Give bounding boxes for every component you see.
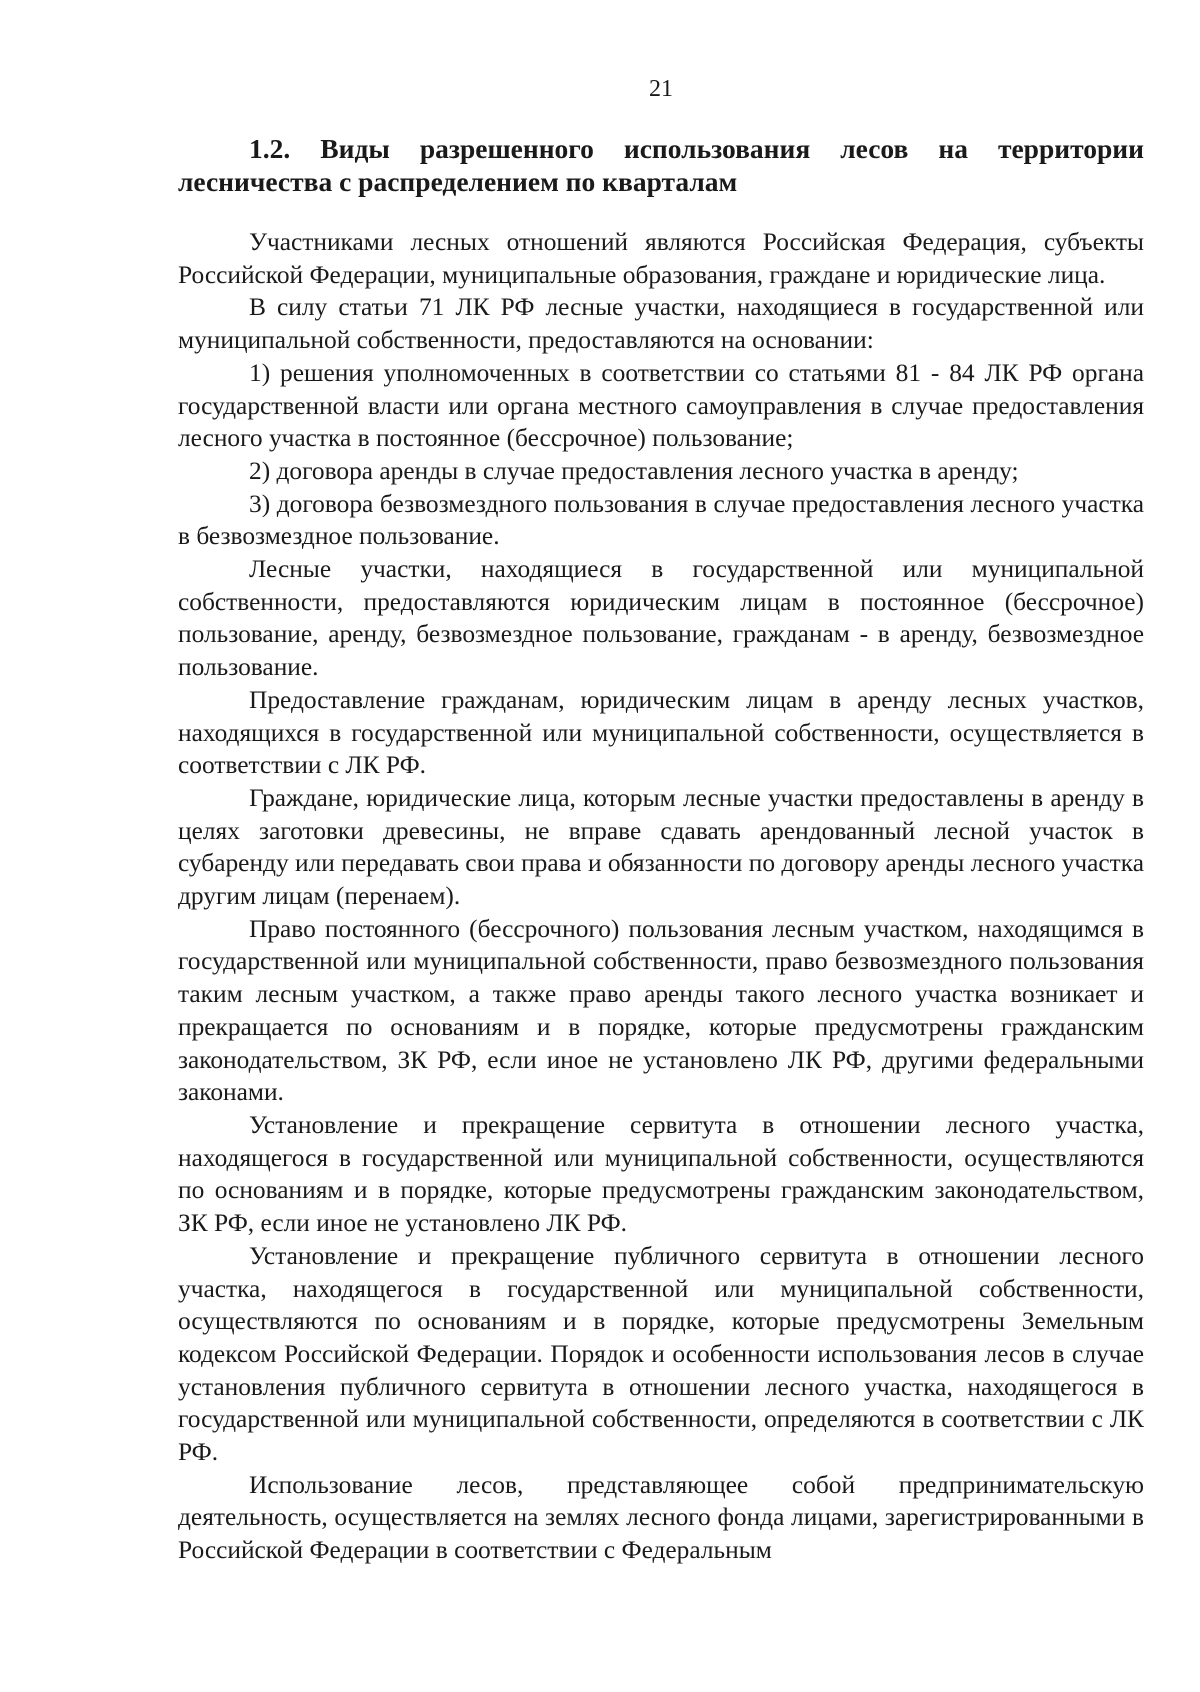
document-body (178, 226, 1144, 1567)
list-item-1: 1) решения уполномоченных в соответствии со статьями 81 - 84 ЛК РФ органа государственной власти или органа местного самоуправления в случае предоставления лесного участка в постоянное (бессрочное) пользование; (178, 358, 1144, 453)
list-item-2: 2) договора аренды в случае предоставления лесного участка в аренду; (249, 456, 1019, 485)
section-heading-line-1: 1.2. Виды разрешенного использования лесов на территории (249, 133, 1144, 164)
paragraph-public-servitude: Установление и прекращение публичного сервитута в отношении лесного участка, находящегося в государственной или муниципальной собственности, осуществляются по основаниям и в порядке, которые предусмотрены Земельным кодексом Российской Федерации. Порядок и особенности использования лесов в случае установления публичного сервитута в отношении лесного участка, находящегося в государственной или муниципальной собственности, определяются в соответствии с ЛК РФ. (178, 1241, 1144, 1467)
list-item-3: 3) договора безвозмездного пользования в случае предоставления лесного участка в безвозмездное пользование. (178, 489, 1144, 551)
paragraph-business-use: Использование лесов, представляющее собой предпринимательскую деятельность, осуществляется на землях лесного фонда лицами, зарегистрированными в Российской Федерации в соответствии с Федеральным (178, 1470, 1144, 1565)
paragraph-lease-provision: Предоставление гражданам, юридическим лицам в аренду лесных участков, находящихся в государственной или муниципальной собственности, осуществляется в соответствии с ЛК РФ. (178, 685, 1144, 780)
paragraph-right-of-use: Право постоянного (бессрочного) пользования лесным участком, находящимся в государственной или муниципальной собственности, право безвозмездного пользования таким лесным участком, а также право аренды такого лесного участка возникает и прекращается по основаниям и в порядке, которые предусмотрены гражданским законодательством, ЗК РФ, если иное не установлено ЛК РФ, другими федеральными законами. (178, 914, 1144, 1107)
section-heading (178, 132, 1144, 198)
paragraph-article-71: В силу статьи 71 ЛК РФ лесные участки, находящиеся в государственной или муниципальной собственности, предоставляются на основании: (178, 293, 1144, 355)
paragraph-sublease-ban: Граждане, юридические лица, которым лесные участки предоставлены в аренду в целях заготовки древесины, не вправе сдавать арендованный лесной участок в субаренду или передавать свои права и обязанности по договору аренды лесного участка другим лицам (перенаем). (178, 783, 1144, 911)
section-heading-line-2: лесничества с распределением по кварталам (178, 166, 738, 197)
page-number: 21 (649, 76, 673, 102)
paragraph-servitude: Установление и прекращение сервитута в отношении лесного участка, находящегося в государственной или муниципальной собственности, осуществляются по основаниям и в порядке, которые предусмотрены гражданским законодательством, ЗК РФ, если иное не установлено ЛК РФ. (178, 1110, 1144, 1238)
paragraph-plots-provided: Лесные участки, находящиеся в государственной или муниципальной собственности, предоставляются юридическим лицам в постоянное (бессрочное) пользование, аренду, безвозмездное пользование, гражданам - в аренду, безвозмездное пользование. (178, 555, 1144, 682)
paragraph-participants: Участниками лесных отношений являются Российская Федерация, субъекты Российской Федерации, муниципальные образования, граждане и юридические лица. (178, 228, 1144, 289)
